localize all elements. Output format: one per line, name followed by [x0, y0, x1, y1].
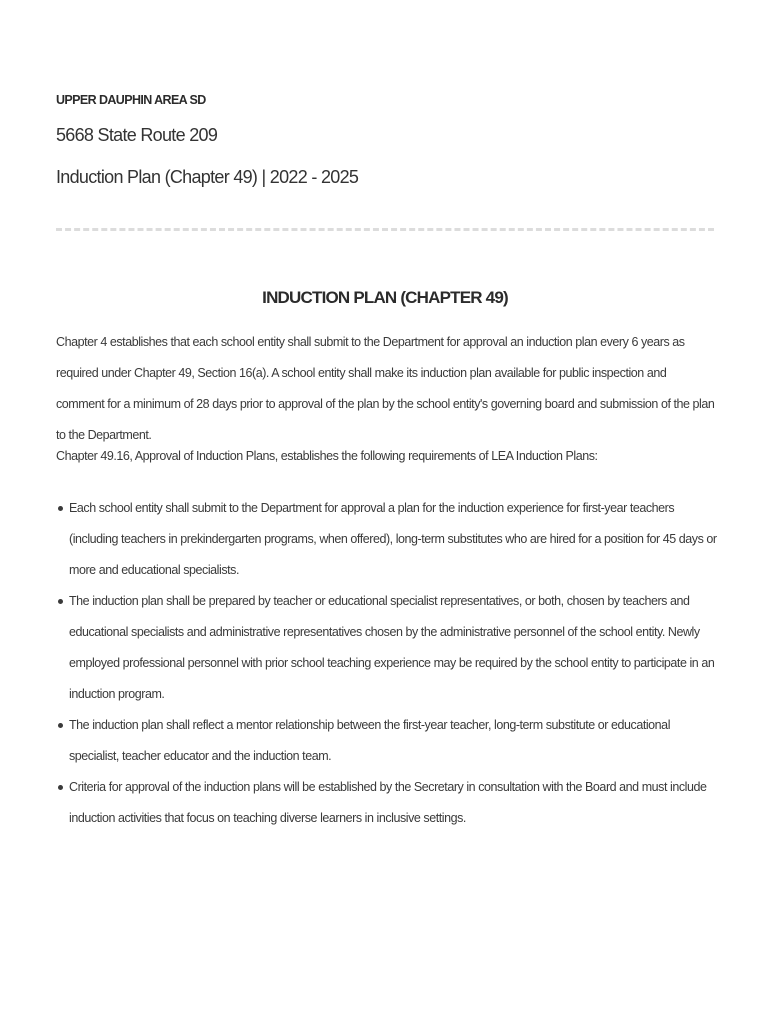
list-item-text: Criteria for approval of the induction plans will be established by the Secretary in consultation with the Board and must include induction activities that focus on teaching diverse learners in inclusive settings. [69, 780, 707, 825]
dashed-divider [56, 228, 714, 231]
list-item [56, 710, 718, 772]
bullet-icon [58, 785, 63, 790]
list-item [56, 493, 718, 586]
list-item-text: The induction plan shall reflect a mentor relationship between the first-year teacher, long-term substitute or educational specialist, teacher educator and the induction team. [69, 718, 671, 763]
bullet-icon [58, 723, 63, 728]
list-item-text: Each school entity shall submit to the Department for approval a plan for the induction experience for first-year teachers (including teachers in prekindergarten programs, when offered), long-term substitutes who are hired for a position for 45 days or more and educational specialists. [69, 501, 717, 577]
list-item [56, 772, 718, 834]
organization-address: 5668 State Route 209 [56, 125, 218, 145]
intro-paragraph: Chapter 4 establishes that each school entity shall submit to the Department for approval an induction plan every 6 years as required under Chapter 49, Section 16(a). A school entity shall make its induction plan available for public inspection and comment for a minimum of 28 days prior to approval of the plan by the school entity's governing board and submission of the plan to the Department. [56, 335, 715, 442]
bullet-icon [58, 599, 63, 604]
list-item [56, 586, 718, 710]
organization-name: UPPER DAUPHIN AREA SD [56, 93, 206, 107]
requirements-intro-paragraph: Chapter 49.16, Approval of Induction Plans, establishes the following requirements of LEA Induction Plans: [56, 449, 598, 463]
bullet-icon [58, 506, 63, 511]
section-title: INDUCTION PLAN (CHAPTER 49) [262, 288, 508, 307]
requirements-list [56, 493, 718, 834]
list-item-text: The induction plan shall be prepared by teacher or educational specialist representatives, or both, chosen by teachers and educational specialists and administrative representatives chosen by the administrative personnel of the school entity. Newly employed professional personnel with prior school teaching experience may be required by the school entity to participate in an induction program. [69, 594, 715, 701]
plan-title-line: Induction Plan (Chapter 49) | 2022 - 2025 [56, 167, 359, 187]
